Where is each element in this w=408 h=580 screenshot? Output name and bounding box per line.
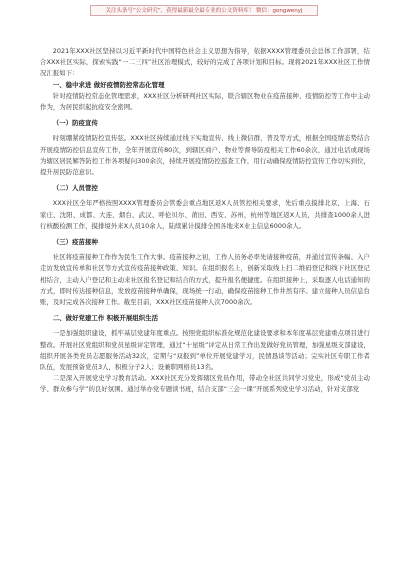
body-paragraph: 时刻绷紧疫情防控宣传弦。XXX社区持续通过线下实地宣传、线上微信群，普及等方式，根据全国疫情态势结合开展疫情防控信息宣传工作，全年开展宣传80次，到辖区商户、物业等督导防疫相关工作60余次，通过电话或现场为辖区居民解答防控工作各项疑问300余次，持续开展疫情防控巡查工作，用行动确保疫情防控宣传工作切实到位，提升居民防范意识。: [40, 134, 370, 177]
watermark-banner: 关注头条号“公文研究”，获得最新最全最专业的公文资料库！ 微信：gongwenyj: [90, 5, 318, 16]
body-paragraph: 针对疫情防控常态化管理需求，XXX社区分析研判社区实际，联合辖区物业在疫苗接种、疫情防控等工作中主动作为，为居民织起抗疫安全密网。: [40, 91, 370, 112]
subsection-heading: （三）疫苗接种: [52, 238, 98, 247]
subsection-heading: （一）防疫宣传: [52, 119, 98, 128]
body-paragraph: 一是加强组织建设，抓牢基层党建年度重点。按照党组织标准化规范化建设要求和本年度基层党建重点项目进行整改。开展社区党组织和党员星级评定管理，通过“十星级”评定从日常工作出发做好党员管理，加强星级支部建设，组织开展各类党员志愿服务活动32次，定期与“双报到”单位开展党建学习，民情恳谈等活动；完实社区专职工作者队伍，发展预备党员3人，积极分子2人；设兼职网格员13名。: [40, 329, 370, 372]
section-heading: 一、稳中求进 做好疫情防控常态化管理: [52, 80, 165, 89]
subsection-heading: （二）人员管控: [52, 184, 98, 193]
document-body: [40, 46, 370, 396]
section-heading: 二、做好党建工作 积极开展组织生活: [52, 314, 159, 323]
intro-paragraph: 2021年XXX社区坚持以习近平新时代中国特色社会主义思想为指导，依据XXXX管理委员会总体工作部署，结合XXX社区实际，探索实践“一二三四”社区治理模式，较好的完成了各项计划和目标。现将2021年XXX社区工作情况汇报如下：: [40, 47, 370, 78]
body-paragraph: XXX社区全年严格按照XXXX管理委员会管委会重点地区返X人员管控相关要求，先后重点摸排北京、上海、石家庄、沈阳、成都、大连、烟台、武汉、呼伦贝尔、莆田、西安、苏州、杭州等地区返X人员，共排查1000余人进行核酸检测工作，摸排境外来X人员10余人，陆续累计摸排全国各地来X业主信息6000余人。: [40, 199, 370, 230]
body-paragraph: 社区将疫苗接种工作作为民生工作大事。疫苗接种之初，工作人员务必率先请接种疫苗，并通过宣传条幅、入户走访发放宣传单和社区等方式宣传疫苗接种政策、知识。在组织报名上，创新采取线上扫二维码登记和线下社区登记相结合，主动入户登记和主动来社区报名登记和结合的方式，提升报名便捷度。在组织接种上，采取逐人电话通知的方式，即时传达接种信息，发放疫苗接种单确保，现场统一行动，确保疫苗接种工作井然有序。建立接种人员信息台账，及时完成各次接种工作。截至目前，XXX社区疫苗接种人次7000余次。: [40, 253, 370, 307]
body-paragraph: 二是深入开展党史学习教育活动。XXX社区充分发挥辖区党员作用，带动全社区共同学习党史，形成“党员主动学、群众参与学”的良好氛围。通过举办党专题读书班，结合支部“三会一课”开展系列党史学习活动，针对支部党: [40, 374, 370, 394]
